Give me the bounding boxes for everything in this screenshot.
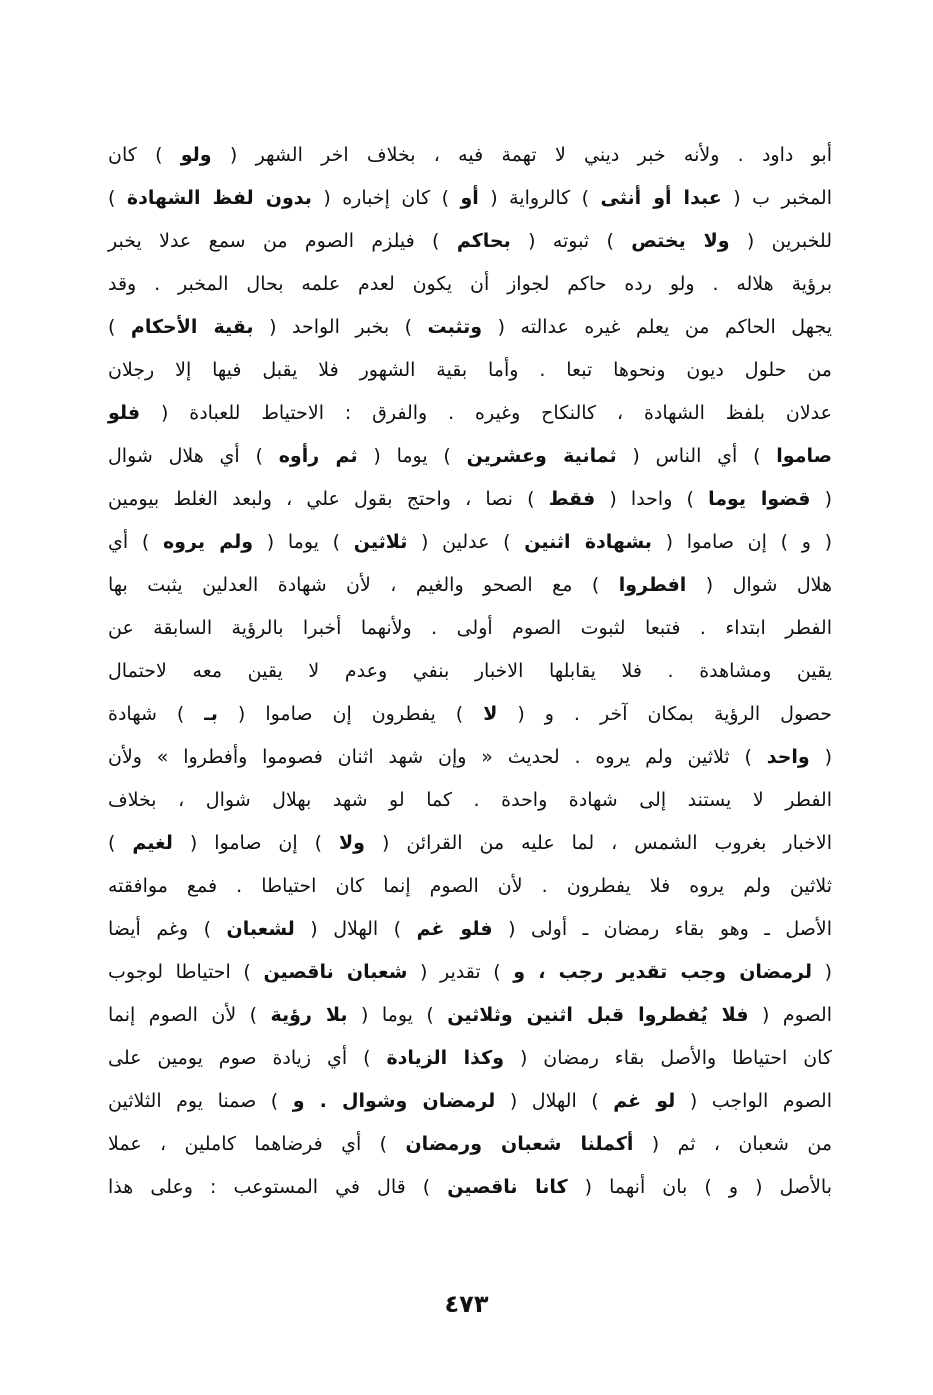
commentary-text: أبو داود . ولأنه خبر ديني لا تهمة فيه ، بخلاف اخر الشهر ( xyxy=(211,144,833,166)
commentary-text: ) صمنا يوم الثلاثين xyxy=(108,1090,293,1112)
text-line xyxy=(108,564,832,607)
commentary-text: ) xyxy=(108,187,127,209)
matn-text: لرمضان وشوال . و xyxy=(292,1090,496,1112)
commentary-text: ) فيلزم الصوم من سمع عدلا يخبر xyxy=(108,230,457,252)
text-line xyxy=(108,650,832,693)
commentary-text: من حلول ديون ونحوها تبعا . وأما بقية الشهور فلا يقبل فيها إلا رجلان xyxy=(108,359,832,381)
commentary-text: الصوم الواجب ( xyxy=(675,1090,832,1112)
commentary-text: الصوم ( xyxy=(748,1004,832,1026)
commentary-text: ) أي فرضاهما كاملين ، عملا xyxy=(108,1133,406,1155)
matn-text: بقية الأحكام xyxy=(130,316,254,338)
matn-text: أو xyxy=(460,187,479,209)
text-line xyxy=(108,435,832,478)
text-line xyxy=(108,779,832,822)
commentary-text: ) مع الصحو والغيم ، لأن شهادة العدلين يثبت بها xyxy=(108,574,619,596)
commentary-text: ) ثبوته ( xyxy=(510,230,632,252)
matn-text: افطروا xyxy=(618,574,687,596)
text-line xyxy=(108,822,832,865)
commentary-text: ) تقدير ( xyxy=(407,961,514,983)
text-line xyxy=(108,607,832,650)
matn-text: وكذا الزيادة xyxy=(386,1047,505,1069)
text-line xyxy=(108,349,832,392)
text-line xyxy=(108,306,832,349)
text-line xyxy=(108,994,832,1037)
commentary-text: ) كالرواية ( xyxy=(478,187,601,209)
commentary-text: ) وغم أيضا xyxy=(108,918,227,940)
matn-text: لشعبان xyxy=(226,918,295,940)
matn-text: ثمانية وعشرين xyxy=(466,445,617,467)
commentary-text: الفطر ابتداء . فتبعا لثبوت الصوم أولى . ولأنهما أخبرا بالرؤية السابقة عن xyxy=(108,617,832,639)
matn-text: فلو xyxy=(108,402,141,424)
page-body-text xyxy=(108,134,832,1209)
commentary-text: بالأصل ( و ) بان أنهما ( xyxy=(567,1176,832,1198)
matn-text: لا xyxy=(483,703,498,725)
commentary-text: حصول الرؤية بمكان آخر . و ( xyxy=(497,703,832,725)
commentary-text: ) واحدا ( xyxy=(595,488,709,510)
text-line xyxy=(108,951,832,994)
matn-text: واحد xyxy=(766,746,810,768)
text-line xyxy=(108,908,832,951)
commentary-text: ( xyxy=(809,746,832,768)
commentary-text: ) الهلال ( xyxy=(495,1090,614,1112)
commentary-text: الأصل ـ وهو بقاء رمضان ـ أولى ( xyxy=(492,918,833,940)
commentary-text: ) إن صاموا ( xyxy=(172,832,340,854)
commentary-text: ) قال في المستوعب : وعلى هذا xyxy=(108,1176,448,1198)
commentary-text: هلال شوال ( xyxy=(686,574,832,596)
matn-text: ولم يروه xyxy=(162,531,254,553)
commentary-text: الفطر لا يستند إلى شهادة واحدة . كما لو شهد بهلال شوال ، بخلاف xyxy=(108,789,832,811)
text-line xyxy=(108,1080,832,1123)
matn-text: شعبان ناقصين xyxy=(263,961,408,983)
commentary-text: ) بخبر الواحد ( xyxy=(253,316,428,338)
commentary-text: ) كان xyxy=(108,144,181,166)
commentary-text: للخبرين ( xyxy=(729,230,832,252)
commentary-text: المخبر ب ( xyxy=(721,187,832,209)
commentary-text: ) يوما ( xyxy=(357,445,467,467)
text-line xyxy=(108,134,832,177)
matn-text: كانا ناقصين xyxy=(447,1176,568,1198)
commentary-text: ) xyxy=(108,316,131,338)
matn-text: أكملنا شعبان ورمضان xyxy=(405,1133,634,1155)
text-line xyxy=(108,865,832,908)
commentary-text: يجهل الحاكم من يعلم غيره عدالته ( xyxy=(482,316,832,338)
commentary-text: ) يفطرون إن صاموا ( xyxy=(217,703,484,725)
matn-text: فلا يُفطروا قبل اثنين وثلاثين xyxy=(447,1004,749,1026)
commentary-text: ) كان إخباره ( xyxy=(311,187,461,209)
commentary-text: ثلاثين ولم يروه فلا يفطرون . لأن الصوم إنما كان احتياطا . فمع موافقته xyxy=(108,875,832,897)
commentary-text: ( xyxy=(810,488,832,510)
matn-text: عبدا أو أنثى xyxy=(600,187,722,209)
commentary-text: ) أي الناس ( xyxy=(616,445,777,467)
commentary-text: ) أي هلال شوال xyxy=(108,445,279,467)
text-line xyxy=(108,263,832,306)
matn-text: ثم رأوه xyxy=(278,445,358,467)
matn-text: ولا xyxy=(339,832,365,854)
commentary-text: الاخبار بغروب الشمس ، لما عليه من القرائن ( xyxy=(364,832,832,854)
text-line xyxy=(108,1166,832,1209)
commentary-text: ) أي زيادة صوم يومين على xyxy=(108,1047,387,1069)
matn-text: قضوا يوما xyxy=(708,488,811,510)
matn-text: ولو xyxy=(180,144,212,166)
text-line xyxy=(108,478,832,521)
matn-text: بـ xyxy=(204,703,218,725)
text-line xyxy=(108,1037,832,1080)
text-line xyxy=(108,1123,832,1166)
matn-text: لو غم xyxy=(613,1090,676,1112)
commentary-text: ( xyxy=(812,961,833,983)
text-line xyxy=(108,177,832,220)
commentary-text: ) لأن الصوم إنما xyxy=(108,1004,271,1026)
commentary-text: ) عدلين ( xyxy=(407,531,525,553)
matn-text: ولا يختص xyxy=(631,230,730,252)
matn-text: لرمضان وجب تقدير رجب ، و xyxy=(513,961,812,983)
commentary-text: ) نصا ، واحتج بقول علي ، ولبعد الغلط بيومين xyxy=(108,488,549,510)
commentary-text: عدلان بلفظ الشهادة ، كالنكاح وغيره . والفرق : الاحتياط للعبادة ( xyxy=(140,402,832,424)
commentary-text: يقين ومشاهدة . فلا يقابلها الاخبار بنفي وعدم لا يقين معه لاحتمال xyxy=(108,660,832,682)
text-line xyxy=(108,693,832,736)
matn-text: بدون لفظ الشهادة xyxy=(126,187,312,209)
text-line xyxy=(108,392,832,435)
text-line xyxy=(108,736,832,779)
commentary-text: ) الهلال ( xyxy=(294,918,417,940)
commentary-text: ) شهادة xyxy=(108,703,205,725)
matn-text: بلا رؤية xyxy=(270,1004,348,1026)
commentary-text: ( و ) إن صاموا ( xyxy=(651,531,832,553)
commentary-text: ) أي xyxy=(108,531,163,553)
commentary-text: ) احتياطا لوجوب xyxy=(108,961,264,983)
text-line xyxy=(108,220,832,263)
matn-text: فلو غم xyxy=(416,918,493,940)
matn-text: بحاكم xyxy=(456,230,511,252)
commentary-text: كان احتياطا والأصل بقاء رمضان ( xyxy=(504,1047,833,1069)
commentary-text: ) ثلاثين ولم يروه . لحديث « وإن شهد اثنان فصوموا وأفطروا » ولأن xyxy=(108,746,767,768)
commentary-text: من شعبان ، ثم ( xyxy=(633,1133,832,1155)
matn-text: بشهادة اثنين xyxy=(524,531,652,553)
text-line xyxy=(108,521,832,564)
commentary-text: برؤية هلاله . ولو رده حاكم لجواز أن يكون لعدم علمه بحال المخبر . وقد xyxy=(108,273,832,295)
matn-text: صاموا xyxy=(776,445,832,467)
matn-text: لغيم xyxy=(132,832,173,854)
commentary-text: ) xyxy=(108,832,133,854)
page-number: ٤٧٣ xyxy=(444,1290,489,1318)
matn-text: وتثبت xyxy=(427,316,483,338)
commentary-text: ) يوما ( xyxy=(347,1004,448,1026)
matn-text: فقط xyxy=(548,488,596,510)
commentary-text: ) يوما ( xyxy=(253,531,354,553)
matn-text: ثلاثين xyxy=(353,531,408,553)
